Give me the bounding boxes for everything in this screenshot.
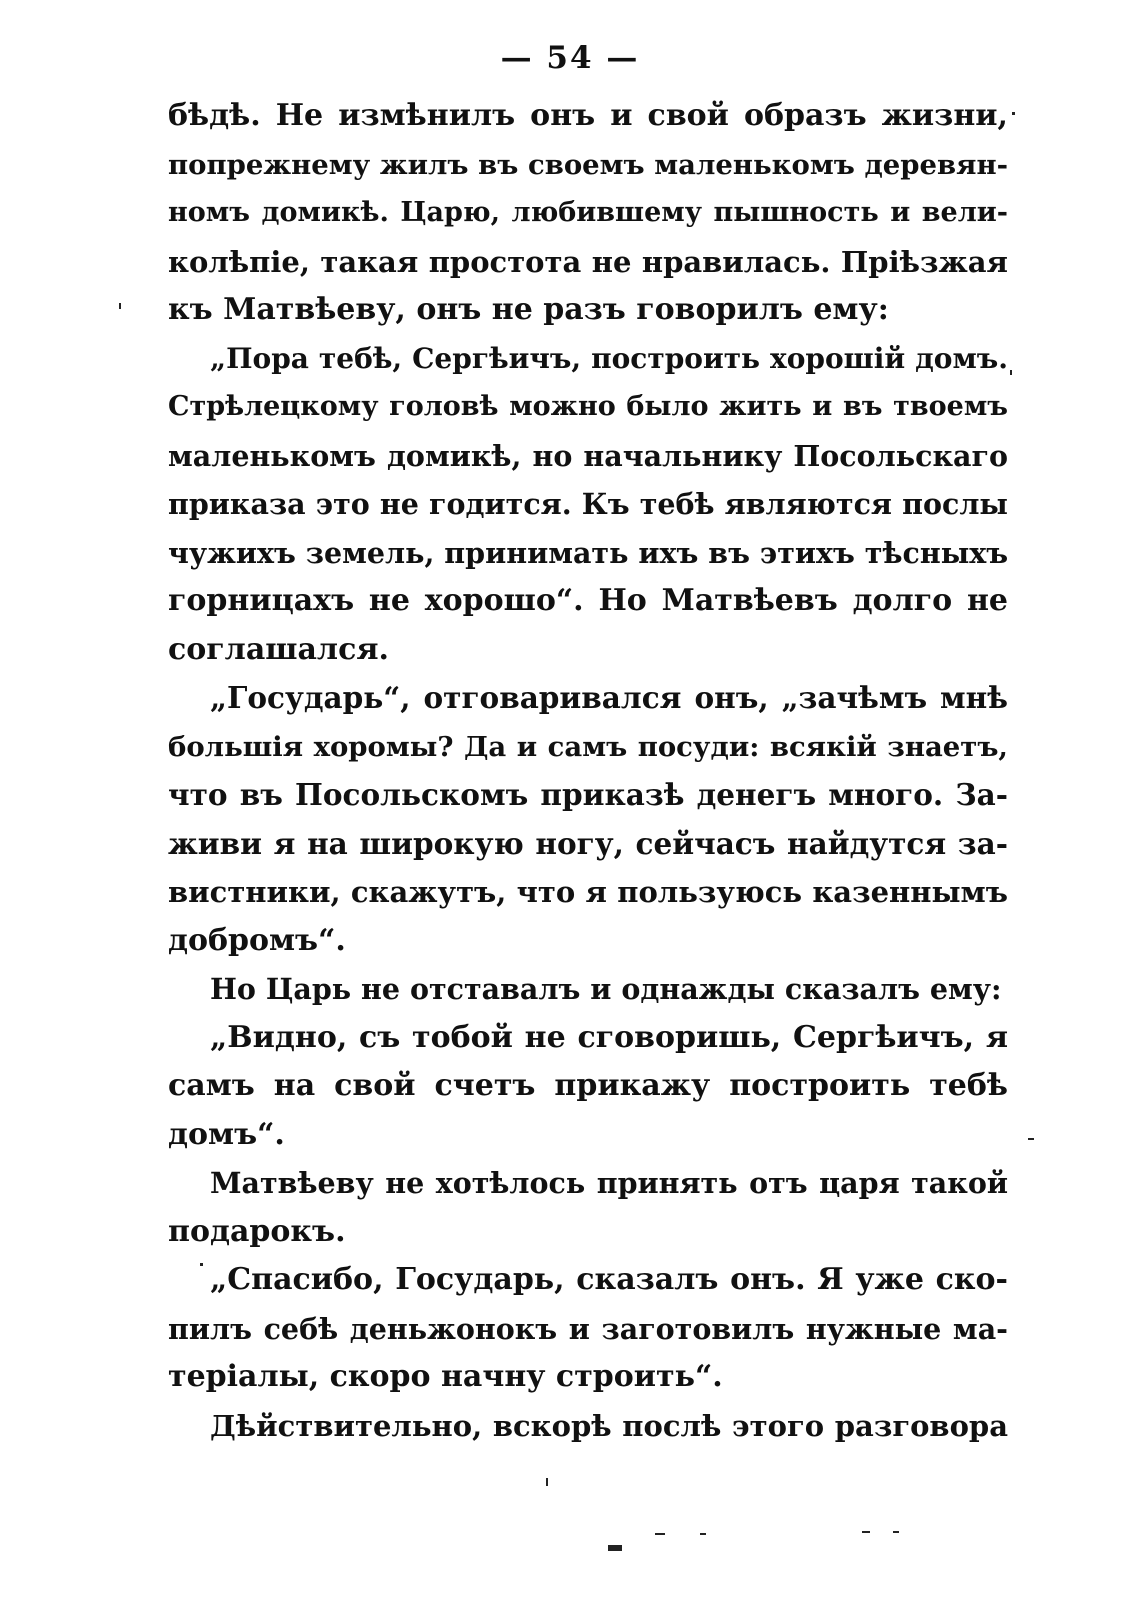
- text-line: къ Матвѣеву, онъ не разъ говорилъ ему:: [168, 292, 889, 327]
- text-line: живи я на широкую ногу, сейчасъ найдутся за-: [168, 825, 1008, 861]
- text-line: колѣпіе, такая простота не нравилась. Пріѣзжая: [168, 244, 1008, 279]
- text-line: домъ“.: [168, 1116, 285, 1152]
- text-line: „Видно, съ тобой не сговоришь, Сергѣичъ, я: [210, 1019, 1008, 1055]
- text-line: „Спасибо, Государь, сказалъ онъ. Я уже ско-: [210, 1262, 1008, 1297]
- text-line: подарокъ.: [168, 1213, 346, 1249]
- text-line: номъ домикѣ. Царю, любившему пышность и вели-: [168, 197, 1008, 228]
- text-line: Матвѣеву не хотѣлось принять отъ царя такой: [210, 1166, 1008, 1200]
- text-line: приказа это не годится. Къ тебѣ являются послы: [168, 487, 1008, 521]
- text-line: маленькомъ домикѣ, но начальнику Посольскаго: [168, 438, 1008, 473]
- text-line: пилъ себѣ деньжонокъ и заготовилъ нужные ма-: [168, 1311, 1008, 1346]
- text-line: попрежнему жилъ въ своемъ маленькомъ деревян-: [168, 148, 1008, 181]
- text-line: что въ Посольскомъ приказѣ денегъ много. За-: [168, 777, 1008, 812]
- text-line: Дѣйствительно, вскорѣ послѣ этого разговора: [210, 1408, 1008, 1443]
- text-line: добромъ“.: [168, 922, 346, 958]
- text-line: большія хоромы? Да и самъ посуди: всякій знаетъ,: [168, 730, 1008, 763]
- text-line: соглашался.: [168, 631, 389, 667]
- body-text: [168, 92, 1008, 1450]
- page-number: — 54 —: [500, 40, 640, 76]
- text-line: „Государь“, отговаривался онъ, „зачѣмъ мнѣ: [210, 680, 1008, 715]
- text-line: самъ на свой счетъ прикажу построить тебѣ: [168, 1068, 1008, 1103]
- text-line: вистники, скажутъ, что я пользуюсь казеннымъ: [168, 875, 1008, 909]
- text-line: чужихъ земель, принимать ихъ въ этихъ тѣсныхъ: [168, 535, 1009, 570]
- text-line: „Пора тебѣ, Сергѣичъ, построить хорошій домъ.: [210, 341, 1008, 375]
- text-line: Но Царь не отставалъ и однажды сказалъ ему:: [210, 972, 1002, 1006]
- text-line: горницахъ не хорошо“. Но Матвѣевъ долго не: [168, 583, 1008, 618]
- text-line: Стрѣлецкому головѣ можно было жить и въ твоемъ: [168, 391, 1008, 422]
- text-line: бѣдѣ. Не измѣнилъ онъ и свой образъ жизни,: [168, 98, 1008, 133]
- text-line: теріалы, скоро начну строить“.: [168, 1359, 723, 1394]
